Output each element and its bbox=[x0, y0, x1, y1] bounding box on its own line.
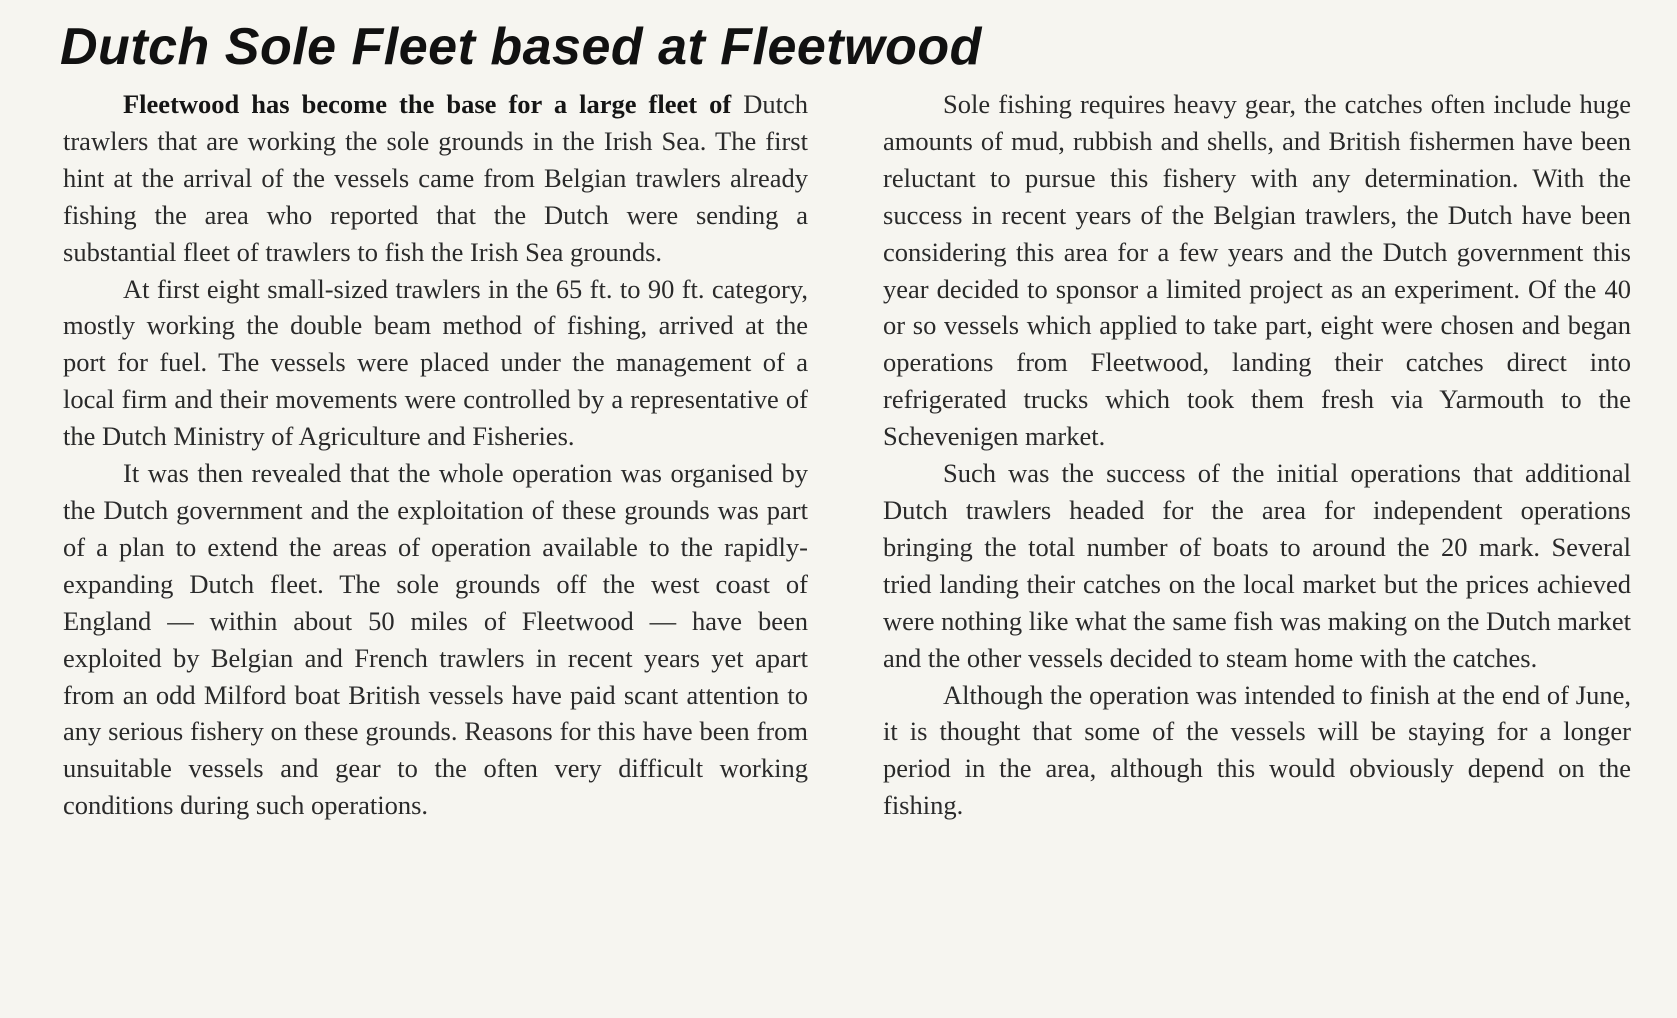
article-column-right bbox=[883, 86, 1631, 824]
lead-in-text: Fleetwood has become the base for a large fleet of bbox=[123, 89, 732, 119]
article-headline: Dutch Sole Fleet based at Fleetwood bbox=[60, 18, 982, 76]
article-paragraph bbox=[63, 86, 808, 271]
article-column-left bbox=[63, 86, 808, 824]
article-paragraph: Although the operation was intended to finish at the end of June, it is thought that some of the vessels will be staying for a longer period in the area, although this would obviously depend on the fishing. bbox=[883, 679, 1631, 821]
article-paragraph: Sole fishing requires heavy gear, the catches often include huge amounts of mud, rubbish and shells, and British fishermen have been reluctant to pursue this fishery with any determination. With the success in recent years of the Belgian trawlers, the Dutch have been considering this area for a few years and the Dutch government this year decided to sponsor a limited project as an experiment. Of the 40 or so vessels which applied to take part, eight were chosen and began operations from Fleetwood, landing their catches direct into refrigerated trucks which took them fresh via Yarmouth to the Schevenigen market. bbox=[883, 89, 1631, 452]
article-paragraph: It was then revealed that the whole operation was organised by the Dutch government and the exploitation of these grounds was part of a plan to extend the areas of operation available to the rapidly-expanding Dutch fleet. The sole grounds off the west coast of England — within about 50 miles of Fleetwood — have been exploited by Belgian and French trawlers in recent years yet apart from an odd Milford boat British vessels have paid scant attention to any serious fishery on these grounds. Reasons for this have been from unsuitable vessels and gear to the often very difficult working conditions during such operations. bbox=[63, 458, 808, 821]
article-paragraph: At first eight small-sized trawlers in the 65 ft. to 90 ft. category, mostly working the double beam method of fishing, arrived at the port for fuel. The vessels were placed under the management of a local firm and their movements were controlled by a representative of the Dutch Ministry of Agriculture and Fisheries. bbox=[63, 273, 808, 452]
paragraph-text: Dutch trawlers that are working the sole grounds in the Irish Sea. The first hint at the arrival of the vessels came from Belgian trawlers already fishing the area who reported that the Dutch were sending a substantial fleet of trawlers to fish the Irish Sea grounds. bbox=[63, 89, 808, 267]
article-paragraph: Such was the success of the initial operations that additional Dutch trawlers headed for the area for independent operations bringing the total number of boats to around the 20 mark. Several tried landing their catches on the local market but the prices achieved were nothing like what the same fish was making on the Dutch market and the other vessels decided to steam home with the catches. bbox=[883, 458, 1631, 673]
